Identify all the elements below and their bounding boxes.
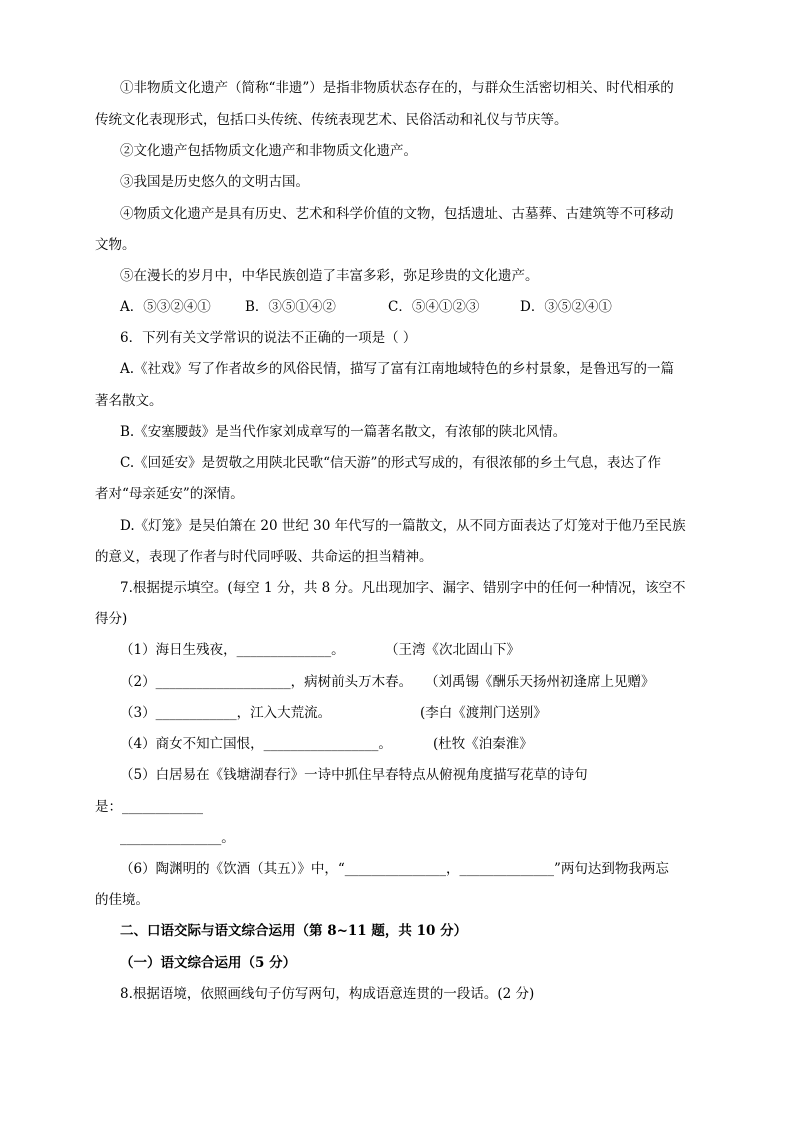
fill-blank-5: （5）白居易在《钱塘湖春行》一诗中抓住早春特点从俯视角度描写花草的诗句 [120,767,588,783]
question-7-stem: 7.根据提示填空。(每空 1 分，共 8 分。凡出现加字、漏字、错别字中的任何一种情况，该空不 [120,580,686,596]
fill-blank-3: （3）____________，江入大荒流。 [120,705,332,721]
fill-blank-2-source: （刘禹锡《酬乐天扬州初逢席上见赠》 [425,674,655,690]
fill-blank-1: （1）海日生残夜，______________。 [120,642,345,658]
fill-blank-4-source: (杜牧《泊秦淮》 [433,736,533,752]
fill-blank-5-line: _______________。 [120,830,235,846]
fill-blank-5-cont: 是：____________ [95,799,203,815]
option-c: C．⑤④①②③ [388,299,480,315]
question-7-stem-cont: 得分) [95,611,128,627]
question-6-option-b: B.《安塞腰鼓》是当代作家刘成章写的一篇著名散文，有浓郁的陕北风情。 [120,424,567,440]
fill-blank-2: （2）____________________，病树前头万木春。 [120,674,413,690]
sentence-2: ②文化遗产包括物质文化遗产和非物质文化遗产。 [120,143,417,159]
sentence-4: ④物质文化遗产是具有历史、艺术和科学价值的文物，包括遗址、古墓葬、古建筑等不可移动 [120,206,674,222]
sentence-4-cont: 文物。 [95,237,136,253]
sentence-1-cont: 传统文化表现形式，包括口头传统、传统表现艺术、民俗活动和礼仪与节庆等。 [95,112,568,128]
option-d: D．③⑤②④① [520,299,612,315]
question-6-option-c: C.《回延安》是贺敬之用陕北民歌“信天游”的形式写成的，有很浓郁的乡土气息，表达了作 [120,455,661,471]
question-6-option-d-cont: 的意义，表现了作者与时代同呼吸、共命运的担当精神。 [95,549,433,565]
fill-blank-6: （6）陶渊明的《饮酒（其五）》中，“_______________，______________”两句达到物我两忘 [120,861,669,877]
question-8-stem: 8.根据语境，依照画线句子仿写两句，构成语意连贯的一段话。(2 分) [120,986,535,1002]
section-2-title: 二、口语交际与语文综合运用（第 8~11 题，共 10 分） [120,923,468,939]
fill-blank-1-source: （王湾《次北固山下》 [385,642,520,658]
fill-blank-4: （4）商女不知亡国恨，_________________。 [120,736,392,752]
question-6-option-d: D.《灯笼》是吴伯箫在 20 世纪 30 年代写的一篇散文，从不同方面表达了灯笼对于他乃至民族 [120,518,686,534]
sentence-1: ①非物质文化遗产（简称“非遗”）是指非物质状态存在的，与群众生活密切相关、时代相承的 [120,80,674,96]
sentence-5: ⑤在漫长的岁月中，中华民族创造了丰富多彩，弥足珍贵的文化遗产。 [120,268,539,284]
option-b: B．③⑤①④② [245,299,336,315]
question-6-option-a-cont: 著名散文。 [95,393,163,409]
option-a: A．⑤③②④① [120,299,211,315]
fill-blank-6-cont: 的佳境。 [95,892,149,908]
section-2-subtitle: （一）语文综合运用（5 分） [120,955,297,971]
sentence-3: ③我国是历史悠久的文明古国。 [120,174,309,190]
fill-blank-3-source: (李白《渡荆门送别》 [420,705,547,721]
question-6-option-c-cont: 者对“母亲延安”的深情。 [95,486,244,502]
question-6-stem: 6．下列有关文学常识的说法不正确的一项是（ ） [120,330,417,346]
question-6-option-a: A.《社戏》写了作者故乡的风俗民情，描写了富有江南地域特色的乡村景象，是鲁迅写的一篇 [120,361,675,377]
